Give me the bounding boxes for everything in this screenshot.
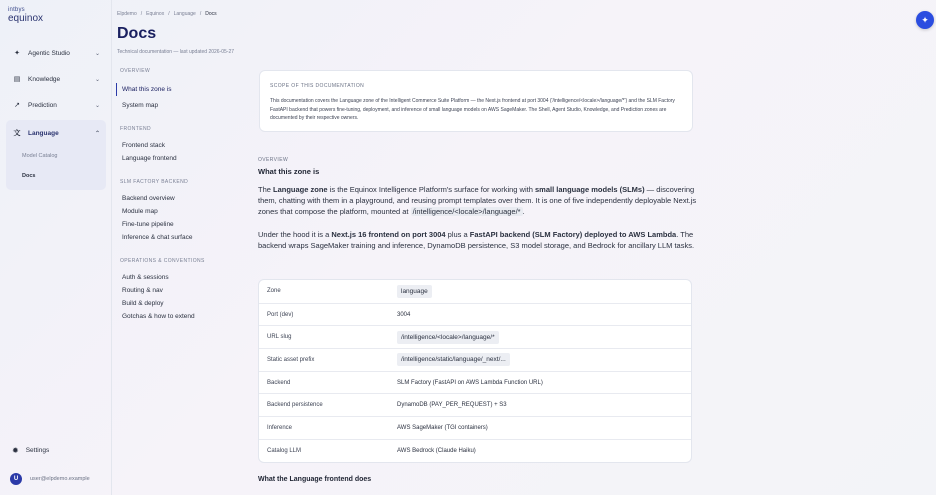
toc-item-frontend-stack[interactable]: Frontend stack: [122, 142, 165, 149]
section-title-frontend: What the Language frontend does: [258, 476, 372, 483]
toc-item-inference-chat-surface[interactable]: Inference & chat surface: [122, 234, 193, 241]
toc-section-title: OPERATIONS & CONVENTIONS: [120, 258, 205, 264]
sidebar: [0, 0, 112, 495]
table-value: 3004: [397, 311, 411, 318]
text-run: The: [258, 185, 274, 194]
table-key: Catalog LLM: [267, 447, 302, 454]
assistant-button[interactable]: [916, 11, 934, 29]
table-row: [259, 280, 691, 303]
settings-button[interactable]: [12, 446, 49, 455]
table-row: [259, 303, 691, 326]
chevron-up-icon[interactable]: ⌃: [94, 130, 100, 137]
logo-line-2: equinox: [8, 13, 44, 24]
scope-title: SCOPE OF THIS DOCUMENTATION: [270, 83, 365, 89]
sidebar-nav: [6, 40, 106, 190]
table-key: Static asset prefix: [267, 356, 315, 363]
user-email: user@elpdemo.example: [30, 476, 90, 482]
avatar: U: [10, 473, 22, 485]
text-run: .: [522, 207, 525, 216]
text-run: . The backend wraps SageMaker training and inference, DynamoDB persistence, S3 model storage, and Bedrock for ancillary LLM tasks.: [258, 230, 695, 250]
translate-icon: 文: [13, 130, 21, 137]
sparkle-icon: ✦: [14, 50, 20, 57]
overview-paragraph-1: [258, 184, 698, 217]
toc-item-what-this-zone-is[interactable]: What this zone is: [116, 83, 226, 96]
breadcrumb-item[interactable]: Elpdemo: [117, 11, 137, 17]
toc-item-auth-sessions[interactable]: Auth & sessions: [122, 274, 169, 281]
sidebar-item-label: Knowledge: [28, 75, 61, 83]
chevron-down-icon[interactable]: ⌄: [94, 76, 100, 83]
breadcrumb-item[interactable]: Language: [173, 11, 196, 17]
chevron-down-icon[interactable]: ⌄: [94, 102, 100, 109]
trend-icon: ↗: [14, 102, 20, 109]
toc-item-module-map[interactable]: Module map: [122, 208, 158, 215]
table-row: [259, 348, 691, 371]
table-of-contents: [116, 68, 226, 323]
table-key: Backend persistence: [267, 402, 323, 409]
toc-item-build-deploy[interactable]: Build & deploy: [122, 300, 164, 307]
book-icon: ▤: [13, 76, 21, 83]
user-menu[interactable]: [10, 473, 90, 485]
zone-facts-table: [258, 279, 692, 463]
text-run-bold: FastAPI backend (SLM Factory) deployed to AWS Lambda: [469, 230, 677, 239]
scope-card: [259, 70, 693, 132]
table-value: /intelligence/<locale>/language/*: [397, 331, 499, 344]
gear-icon: ✹: [12, 446, 19, 455]
overview-paragraph-2: [258, 229, 698, 251]
table-row: [259, 371, 691, 394]
table-key: Port (dev): [267, 311, 294, 318]
section-eyebrow: OVERVIEW: [258, 157, 289, 163]
sidebar-item-label: Language: [28, 129, 59, 137]
toc-item-routing-nav[interactable]: Routing & nav: [122, 287, 163, 294]
scope-body: This documentation covers the Language zone of the Intelligent Commerce Suite Platform — the Next.js frontend at port 3004 ('/intelligence/<locale>/language/*') and the SLM Factory FastAPI backend that powers fine-tuning, deployment, and inference of small language models on AWS SageMaker. The Shell, Agent Studio, Knowledge, and Prediction zones are documented by their respective owners.: [270, 98, 675, 121]
breadcrumb-separator: /: [140, 11, 143, 17]
text-run: plus a: [445, 230, 470, 239]
table-value: /intelligence/static/language/_next/...: [397, 353, 510, 366]
table-row: [259, 393, 691, 416]
toc-section-title: FRONTEND: [120, 126, 151, 132]
text-run: — discovering them, chatting with them in a playground, and reusing prompt templates over them. It is one of five independently deployable Next.js zones that compose the platform, mounted at: [258, 185, 697, 216]
inline-code: /intelligence/<locale>/language/*: [412, 207, 521, 216]
text-run: is the Equinox Intelligence Platform's surface for working with: [327, 185, 535, 194]
toc-item-language-frontend[interactable]: Language frontend: [122, 155, 177, 162]
table-value: AWS SageMaker (TGI containers): [397, 424, 488, 431]
text-run-bold: Language zone: [273, 185, 328, 194]
table-value: AWS Bedrock (Claude Haiku): [397, 447, 476, 454]
settings-label: Settings: [25, 447, 50, 454]
logo-line-1: intbys: [8, 7, 25, 13]
breadcrumb-separator: /: [168, 11, 170, 17]
toc-item-system-map[interactable]: System map: [122, 102, 159, 109]
table-value: SLM Factory (FastAPI on AWS Lambda Function URL): [397, 379, 543, 386]
sidebar-item-knowledge[interactable]: [6, 66, 106, 92]
text-run: Under the hood it is a: [258, 230, 332, 239]
table-key: URL slug: [267, 334, 292, 341]
table-value: language: [397, 285, 432, 298]
table-key: Backend: [267, 379, 291, 386]
breadcrumb: [117, 11, 217, 17]
table-key: Inference: [267, 424, 293, 431]
logo[interactable]: [8, 7, 43, 24]
section-title: What this zone is: [258, 167, 320, 176]
toc-section-title: OVERVIEW: [120, 68, 151, 74]
breadcrumb-item[interactable]: Equinox: [146, 11, 165, 17]
assistant-sparkle-icon: ✦: [921, 14, 929, 25]
table-key: Zone: [267, 288, 281, 295]
breadcrumb-separator: /: [199, 11, 202, 17]
sidebar-item-language[interactable]: [6, 120, 106, 146]
breadcrumb-current: Docs: [205, 11, 217, 17]
sidebar-subitem-model-catalog[interactable]: Model Catalog: [22, 153, 58, 159]
sidebar-subitem-docs[interactable]: Docs: [22, 173, 36, 179]
table-row: [259, 439, 691, 462]
table-value: DynamoDB (PAY_PER_REQUEST) + S3: [397, 402, 507, 409]
sidebar-item-agentic-studio[interactable]: [6, 40, 106, 66]
sidebar-item-prediction[interactable]: [6, 92, 106, 118]
toc-item-fine-tune-pipeline[interactable]: Fine-tune pipeline: [122, 221, 174, 228]
sidebar-item-label: Prediction: [28, 101, 57, 109]
page-subtitle: Technical documentation — last updated 2026-05-27: [117, 49, 235, 55]
chevron-down-icon[interactable]: ⌄: [94, 50, 100, 57]
table-row: [259, 325, 691, 348]
toc-item-backend-overview[interactable]: Backend overview: [122, 195, 175, 202]
sidebar-item-label: Agentic Studio: [28, 49, 70, 57]
text-run-bold: Next.js 16 frontend on port 3004: [331, 230, 446, 239]
text-run-bold: small language models (SLMs): [534, 185, 645, 194]
toc-item-gotchas[interactable]: Gotchas & how to extend: [122, 313, 195, 320]
page-title: Docs: [117, 25, 157, 42]
table-row: [259, 416, 691, 439]
sidebar-group-language: [6, 120, 106, 190]
toc-section-title: SLM FACTORY BACKEND: [120, 179, 189, 185]
